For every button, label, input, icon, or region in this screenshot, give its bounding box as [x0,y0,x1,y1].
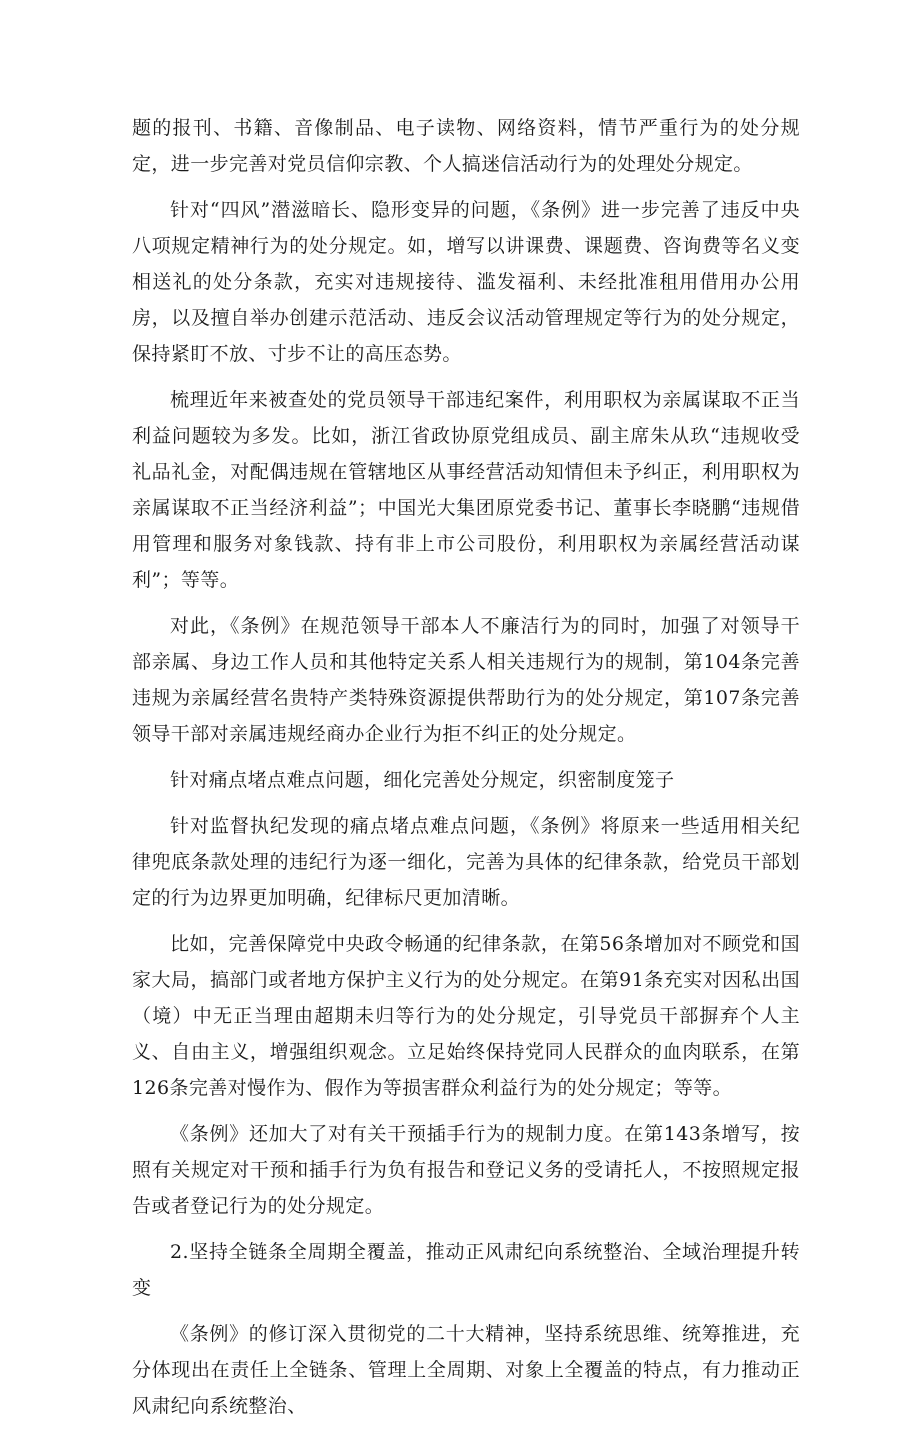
section-heading-pain-points: 针对痛点堵点难点问题，细化完善处分规定，织密制度笼子 [170,769,675,791]
paragraph-examples: 比如，完善保障党中央政令畅通的纪律条款，在第56条增加对不顾党和国家大局，搞部门或者地方保护主义行为的处分规定。在第91条充实对因私出国（境）中无正当理由超期未归等行为的处分规定，引导党员干部摒弃个人主义、自由主义，增强组织观念。立足始终保持党同人民群众的血肉联系，在第126条完善对慢作为、假作为等损害群众利益行为的处分规定；等等。 [132,933,800,1099]
paragraph-four-winds: 针对“四风”潜滋暗长、隐形变异的问题，《条例》进一步完善了违反中央八项规定精神行为的处分规定。如，增写以讲课费、课题费、咨询费等名义变相送礼的处分条款，充实对违规接待、滥发福利、未经批准租用借用办公用房，以及擅自举办创建示范活动、违反会议活动管理规定等行为的处分规定，保持紧盯不放、寸步不让的高压态势。 [132,199,800,365]
paragraph-revision: 《条例》的修订深入贯彻党的二十大精神，坚持系统思维、统筹推进，充分体现出在责任上全链条、管理上全周期、对象上全覆盖的特点，有力推动正风肃纪向系统整治、 [132,1323,800,1417]
document-body [132,110,800,1434]
section-heading-full-chain: 2.坚持全链条全周期全覆盖，推动正风肃纪向系统整治、全域治理提升转变 [132,1241,800,1299]
paragraph-interference: 《条例》还加大了对有关干预插手行为的规制力度。在第143条增写，按照有关规定对干预和插手行为负有报告和登记义务的受请托人，不按照规定报告或者登记行为的处分规定。 [132,1123,800,1217]
paragraph-continuation: 题的报刊、书籍、音像制品、电子读物、网络资料，情节严重行为的处分规定，进一步完善对党员信仰宗教、个人搞迷信活动行为的处理处分规定。 [132,117,800,175]
paragraph-relatives-benefit: 梳理近年来被查处的党员领导干部违纪案件，利用职权为亲属谋取不正当利益问题较为多发。比如，浙江省政协原党组成员、副主席朱从玖“违规收受礼品礼金，对配偶违规在管辖地区从事经营活动知情但未予纠正，利用职权为亲属谋取不正当经济利益”；中国光大集团原党委书记、董事长李晓鹏“违规借用管理和服务对象钱款、持有非上市公司股份，利用职权为亲属经营活动谋利”；等等。 [132,389,800,591]
paragraph-pain-points: 针对监督执纪发现的痛点堵点难点问题，《条例》将原来一些适用相关纪律兜底条款处理的违纪行为逐一细化，完善为具体的纪律条款，给党员干部划定的行为边界更加明确，纪律标尺更加清晰。 [132,815,800,909]
paragraph-regulation-response: 对此，《条例》在规范领导干部本人不廉洁行为的同时，加强了对领导干部亲属、身边工作人员和其他特定关系人相关违规行为的规制，第104条完善违规为亲属经营名贵特产类特殊资源提供帮助行为的处分规定，第107条完善领导干部对亲属违规经商办企业行为拒不纠正的处分规定。 [132,615,800,745]
